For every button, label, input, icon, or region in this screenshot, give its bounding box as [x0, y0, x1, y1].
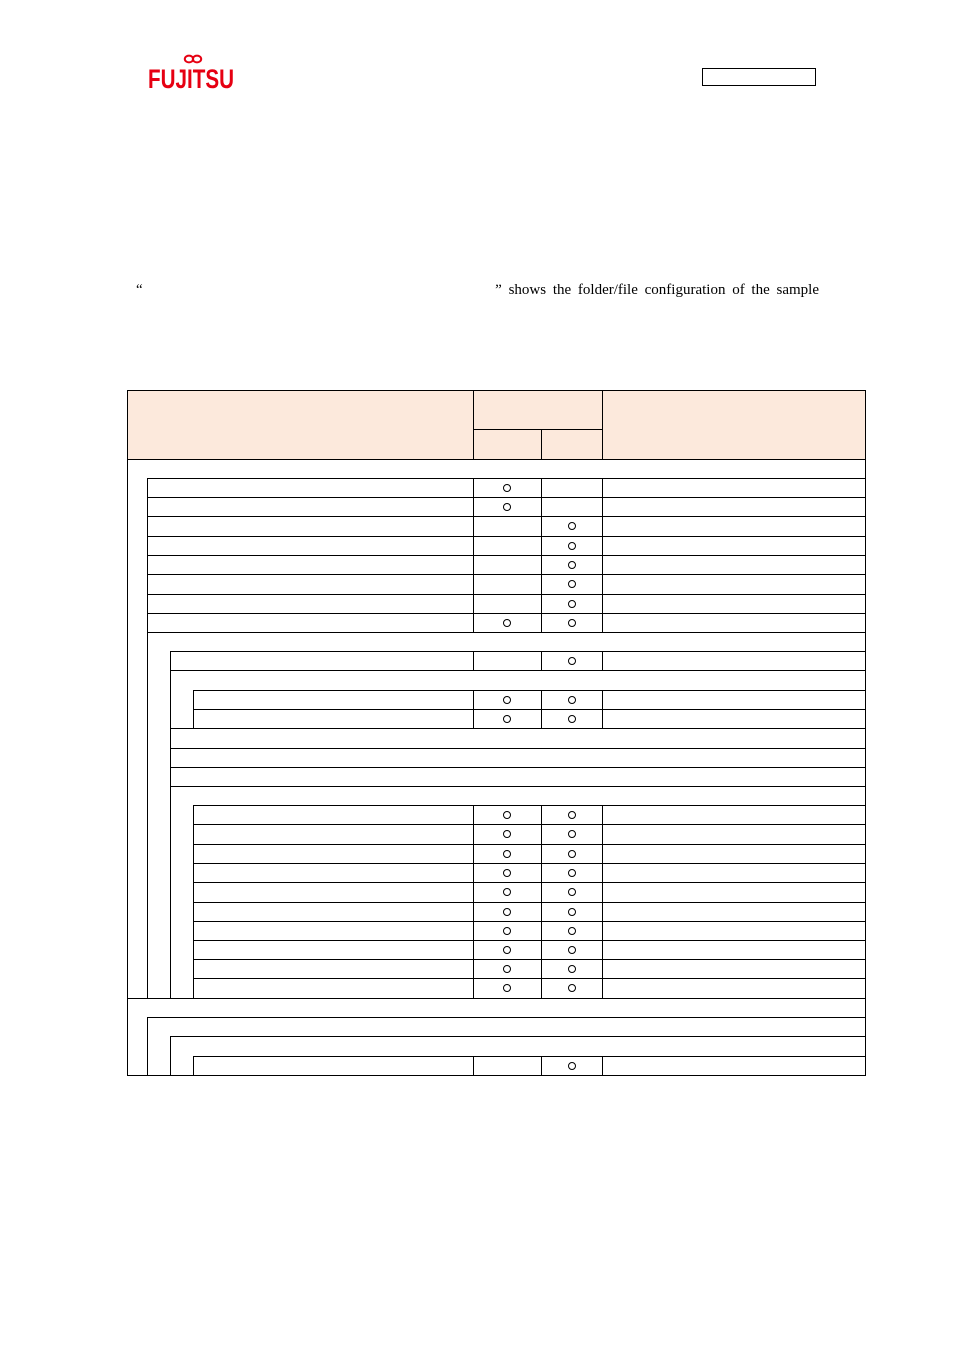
table-column-rule: [541, 709, 542, 729]
table-column-rule: [541, 574, 542, 595]
header-divider: [602, 390, 603, 460]
tree-indent-rule: [147, 805, 148, 825]
tree-indent-rule: [193, 1056, 194, 1076]
tree-indent-rule: [147, 978, 148, 999]
tree-indent-rule: [170, 767, 171, 787]
tree-indent-rule: [170, 670, 171, 691]
table-row-rule: [147, 516, 866, 517]
table-column-rule: [602, 651, 603, 671]
tree-indent-rule: [193, 690, 194, 710]
circle-mark-icon: [503, 715, 511, 723]
table-column-rule: [541, 613, 542, 633]
circle-mark-icon: [568, 600, 576, 608]
intro-paragraph: [136, 280, 819, 302]
table-column-rule: [602, 863, 603, 883]
circle-mark-icon: [503, 946, 511, 954]
table-column-rule: [473, 574, 474, 595]
circle-mark-icon: [503, 888, 511, 896]
table-column-rule: [602, 824, 603, 845]
header-group-rule: [473, 429, 603, 430]
circle-mark-icon: [568, 619, 576, 627]
intro-open-quote: “: [136, 282, 143, 298]
circle-mark-icon: [568, 715, 576, 723]
table-column-rule: [541, 651, 542, 671]
table-column-rule: [473, 709, 474, 729]
table-column-rule: [473, 978, 474, 999]
tree-indent-rule: [147, 613, 148, 633]
table-column-rule: [541, 959, 542, 979]
table-column-rule: [541, 805, 542, 825]
tree-indent-rule: [170, 805, 171, 825]
tree-indent-rule: [147, 882, 148, 903]
table-column-rule: [602, 574, 603, 595]
tree-indent-rule: [193, 863, 194, 883]
tree-indent-rule: [193, 882, 194, 903]
table-column-rule: [602, 478, 603, 498]
table-row-rule: [170, 1036, 866, 1037]
table-row-rule: [193, 844, 866, 845]
table-row-rule: [147, 1017, 866, 1018]
table-column-rule: [473, 959, 474, 979]
table-column-rule: [602, 1056, 603, 1076]
tree-indent-rule: [147, 786, 148, 806]
circle-mark-icon: [568, 696, 576, 704]
tree-indent-rule: [147, 1017, 148, 1037]
circle-mark-icon: [568, 811, 576, 819]
table-column-rule: [473, 613, 474, 633]
circle-mark-icon: [568, 830, 576, 838]
tree-indent-rule: [193, 805, 194, 825]
logo-wordmark: FUJITSU: [148, 64, 234, 94]
circle-mark-icon: [503, 927, 511, 935]
table-column-rule: [473, 921, 474, 941]
table-column-rule: [473, 824, 474, 845]
circle-mark-icon: [568, 580, 576, 588]
circle-mark-icon: [503, 850, 511, 858]
table-row-rule: [193, 978, 866, 979]
tree-indent-rule: [147, 1036, 148, 1057]
tree-indent-rule: [147, 902, 148, 922]
table-column-rule: [602, 882, 603, 903]
tree-indent-rule: [147, 940, 148, 960]
tree-indent-rule: [193, 902, 194, 922]
tree-indent-rule: [170, 978, 171, 999]
header-divider: [473, 390, 474, 460]
table-column-rule: [541, 594, 542, 614]
table-row-rule: [193, 959, 866, 960]
table-column-rule: [473, 651, 474, 671]
table-row-rule: [147, 536, 866, 537]
circle-mark-icon: [503, 965, 511, 973]
table-column-rule: [541, 478, 542, 498]
tree-indent-rule: [170, 959, 171, 979]
tree-indent-rule: [193, 978, 194, 999]
tree-indent-rule: [170, 902, 171, 922]
table-column-rule: [541, 844, 542, 864]
table-column-rule: [473, 844, 474, 864]
table-row-rule: [193, 863, 866, 864]
header-divider: [541, 429, 542, 460]
table-row-rule: [127, 459, 866, 460]
circle-mark-icon: [568, 869, 576, 877]
tree-indent-rule: [147, 824, 148, 845]
table-row-rule: [193, 882, 866, 883]
table-column-rule: [602, 497, 603, 517]
tree-indent-rule: [170, 882, 171, 903]
tree-indent-rule: [170, 1036, 171, 1057]
table-column-rule: [473, 882, 474, 903]
tree-indent-rule: [147, 748, 148, 768]
circle-mark-icon: [503, 619, 511, 627]
table-row-rule: [170, 767, 866, 768]
table-column-rule: [541, 824, 542, 845]
table-column-rule: [473, 536, 474, 556]
table-column-rule: [473, 805, 474, 825]
tree-indent-rule: [147, 767, 148, 787]
table-column-rule: [541, 902, 542, 922]
circle-mark-icon: [503, 984, 511, 992]
tree-indent-rule: [147, 921, 148, 941]
table-column-rule: [602, 690, 603, 710]
tree-indent-rule: [147, 632, 148, 652]
tree-indent-rule: [147, 478, 148, 498]
tree-indent-rule: [147, 574, 148, 595]
table-row-rule: [147, 555, 866, 556]
table-row-rule: [193, 690, 866, 691]
tree-indent-rule: [170, 786, 171, 806]
circle-mark-icon: [568, 1062, 576, 1070]
table-column-rule: [473, 516, 474, 537]
table-column-rule: [602, 940, 603, 960]
tree-indent-rule: [193, 709, 194, 729]
table-column-rule: [541, 516, 542, 537]
circle-mark-icon: [503, 503, 511, 511]
tree-indent-rule: [147, 651, 148, 671]
table-column-rule: [473, 863, 474, 883]
table-column-rule: [473, 555, 474, 575]
table-row-rule: [193, 709, 866, 710]
tree-indent-rule: [193, 959, 194, 979]
table-column-rule: [541, 536, 542, 556]
table-column-rule: [473, 594, 474, 614]
table-row-rule: [170, 728, 866, 729]
table-column-rule: [602, 978, 603, 999]
circle-mark-icon: [568, 927, 576, 935]
table-column-rule: [473, 497, 474, 517]
tree-indent-rule: [147, 497, 148, 517]
table-row-rule: [193, 824, 866, 825]
table-row-rule: [193, 805, 866, 806]
table-row-rule: [193, 1056, 866, 1057]
table-column-rule: [473, 478, 474, 498]
table-column-rule: [541, 921, 542, 941]
table-column-rule: [602, 536, 603, 556]
tree-indent-rule: [147, 863, 148, 883]
tree-indent-rule: [147, 844, 148, 864]
table-row-rule: [147, 632, 866, 633]
tree-indent-rule: [170, 651, 171, 671]
table-row-rule: [147, 574, 866, 575]
table-column-rule: [602, 516, 603, 537]
table-column-rule: [541, 1056, 542, 1076]
document-number-box: [702, 68, 816, 86]
table-column-rule: [602, 594, 603, 614]
table-column-rule: [473, 940, 474, 960]
table-right-border: [865, 390, 866, 1076]
table-column-rule: [541, 863, 542, 883]
tree-indent-rule: [147, 728, 148, 749]
table-column-rule: [541, 882, 542, 903]
tree-indent-rule: [170, 748, 171, 768]
tree-indent-rule: [193, 844, 194, 864]
table-row-rule: [147, 613, 866, 614]
circle-mark-icon: [568, 946, 576, 954]
table-row-rule: [193, 921, 866, 922]
table-left-border: [127, 390, 128, 1076]
table-row-rule: [147, 594, 866, 595]
circle-mark-icon: [503, 830, 511, 838]
tree-indent-rule: [193, 921, 194, 941]
circle-mark-icon: [568, 965, 576, 973]
table-column-rule: [602, 555, 603, 575]
circle-mark-icon: [568, 984, 576, 992]
tree-indent-rule: [193, 940, 194, 960]
table-column-rule: [541, 940, 542, 960]
tree-indent-rule: [147, 516, 148, 537]
table-bottom-border: [127, 1075, 866, 1076]
circle-mark-icon: [503, 811, 511, 819]
circle-mark-icon: [568, 908, 576, 916]
table-header: [127, 390, 865, 459]
tree-indent-rule: [170, 940, 171, 960]
tree-indent-rule: [170, 728, 171, 749]
table-column-rule: [602, 902, 603, 922]
tree-indent-rule: [147, 959, 148, 979]
circle-mark-icon: [503, 484, 511, 492]
tree-indent-rule: [147, 690, 148, 710]
table-column-rule: [541, 978, 542, 999]
tree-indent-rule: [170, 709, 171, 729]
tree-indent-rule: [147, 1056, 148, 1076]
table-column-rule: [602, 613, 603, 633]
tree-indent-rule: [170, 690, 171, 710]
table-column-rule: [473, 690, 474, 710]
fujitsu-logo: [148, 54, 236, 96]
tree-indent-rule: [147, 670, 148, 691]
circle-mark-icon: [568, 561, 576, 569]
table-column-rule: [473, 1056, 474, 1076]
table-row-rule: [170, 786, 866, 787]
tree-indent-rule: [147, 555, 148, 575]
table-column-rule: [541, 690, 542, 710]
header-bottom-rule: [127, 459, 866, 460]
table-column-rule: [473, 902, 474, 922]
table-column-rule: [602, 921, 603, 941]
fujitsu-infinity-logo-icon: [148, 54, 236, 96]
circle-mark-icon: [503, 696, 511, 704]
table-top-border: [127, 390, 866, 391]
tree-indent-rule: [170, 824, 171, 845]
circle-mark-icon: [568, 850, 576, 858]
table-row-rule: [147, 478, 866, 479]
circle-mark-icon: [568, 522, 576, 530]
table-column-rule: [602, 805, 603, 825]
tree-indent-rule: [147, 709, 148, 729]
tree-indent-rule: [170, 1056, 171, 1076]
tree-indent-rule: [170, 863, 171, 883]
table-row-rule: [127, 998, 866, 999]
table-row-rule: [193, 902, 866, 903]
circle-mark-icon: [503, 908, 511, 916]
tree-indent-rule: [193, 824, 194, 845]
circle-mark-icon: [568, 657, 576, 665]
table-column-rule: [541, 497, 542, 517]
tree-indent-rule: [170, 844, 171, 864]
table-column-rule: [602, 709, 603, 729]
circle-mark-icon: [568, 888, 576, 896]
tree-indent-rule: [147, 594, 148, 614]
table-row-rule: [147, 497, 866, 498]
table-row-rule: [170, 670, 866, 671]
table-column-rule: [541, 555, 542, 575]
circle-mark-icon: [568, 542, 576, 550]
table-row-rule: [170, 748, 866, 749]
tree-indent-rule: [170, 921, 171, 941]
tree-indent-rule: [147, 536, 148, 556]
circle-mark-icon: [503, 869, 511, 877]
table-column-rule: [602, 844, 603, 864]
table-row-rule: [193, 940, 866, 941]
intro-text: ” shows the folder/file configuration of the sample: [495, 282, 819, 298]
table-column-rule: [602, 959, 603, 979]
table-row-rule: [170, 651, 866, 652]
